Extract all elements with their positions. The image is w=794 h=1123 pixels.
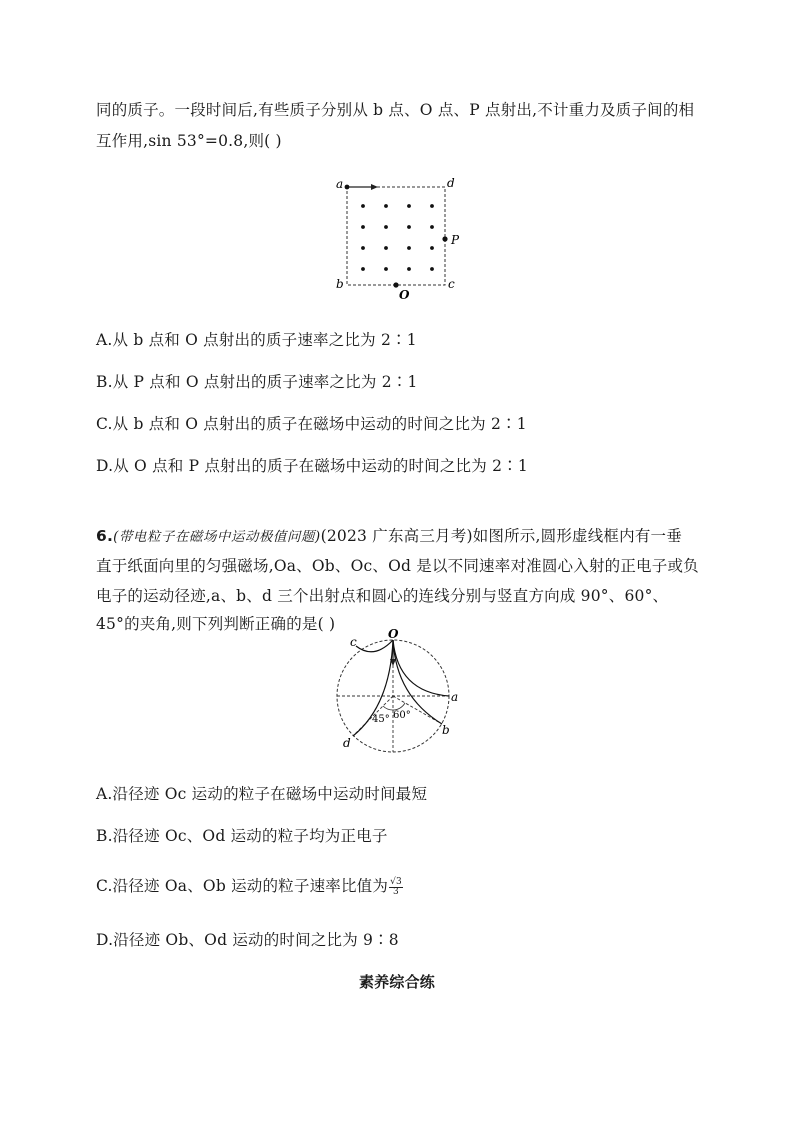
q6-option-d: D.沿径迹 Ob、Od 运动的时间之比为 9∶8 — [96, 931, 399, 949]
q5-option-a: A.从 b 点和 O 点射出的质子速率之比为 2∶1 — [96, 331, 417, 349]
q6-tag: (带电粒子在磁场中运动极值问题) — [113, 529, 321, 545]
magnetic-field-dots — [361, 204, 434, 271]
label-d: d — [343, 736, 351, 750]
q6-figure — [330, 626, 470, 756]
q5-option-b: B.从 P 点和 O 点射出的质子速率之比为 2∶1 — [96, 373, 418, 391]
trajectory-Oa — [393, 640, 449, 696]
q6-option-b: B.沿径迹 Oc、Od 运动的粒子均为正电子 — [96, 827, 388, 845]
fraction-root3-over-3: $\frac{√3}{3}$ — [390, 876, 402, 897]
label-P: P — [451, 233, 460, 247]
q6-stem-line-4: 45°的夹角,则下列判断正确的是( ) — [96, 615, 336, 633]
trajectory-Oc — [356, 640, 393, 652]
angle-45-label: 45° — [372, 714, 390, 725]
label-a: a — [451, 690, 459, 704]
point-O — [393, 282, 398, 287]
label-b: b — [442, 723, 450, 737]
q6-source: (2023 广东高三月考) — [320, 527, 473, 545]
label-b: b — [336, 277, 344, 291]
point-a — [345, 185, 350, 190]
q6-option-c — [96, 876, 403, 897]
q6-stem-line-2: 直于纸面向里的匀强磁场,Oa、Ob、Oc、Od 是以不同速率对准圆心入射的正电子或负 — [96, 557, 699, 575]
q6-option-a: A.沿径迹 Oc 运动的粒子在磁场中运动时间最短 — [96, 785, 428, 803]
q5-stem-line-2: 互作用,sin 53°=0.8,则( ) — [96, 132, 282, 150]
label-c: c — [350, 635, 357, 649]
label-c: c — [448, 277, 455, 291]
q6-stem-line-3: 电子的运动径迹,a、b、d 三个出射点和圆心的连线分别与竖直方向成 90°、60°、 — [96, 587, 669, 605]
angle-60-label: 60° — [393, 710, 411, 721]
q6-option-c-text: C.沿径迹 Oa、Ob 运动的粒子速率比值为 — [96, 877, 389, 895]
section-title: 素养综合练 — [358, 973, 435, 991]
q6-stem-line-1 — [96, 526, 682, 547]
q5-figure — [330, 172, 470, 302]
q5-stem-line-1: 同的质子。一段时间后,有些质子分别从 b 点、O 点、P 点射出,不计重力及质子间的相 — [96, 101, 695, 119]
label-d: d — [447, 176, 455, 190]
point-P — [442, 236, 447, 241]
label-O: O — [399, 288, 410, 302]
q5-option-c: C.从 b 点和 O 点射出的质子在磁场中运动的时间之比为 2∶1 — [96, 415, 527, 433]
q6-stem-a: 如图所示,圆形虚线框内有一垂 — [472, 527, 682, 545]
label-a: a — [336, 177, 344, 191]
label-O: O — [388, 627, 399, 641]
q5-option-d: D.从 O 点和 P 点射出的质子在磁场中运动的时间之比为 2∶1 — [96, 457, 528, 475]
arrow-head-icon — [371, 184, 378, 190]
q6-number: 6. — [96, 527, 114, 545]
